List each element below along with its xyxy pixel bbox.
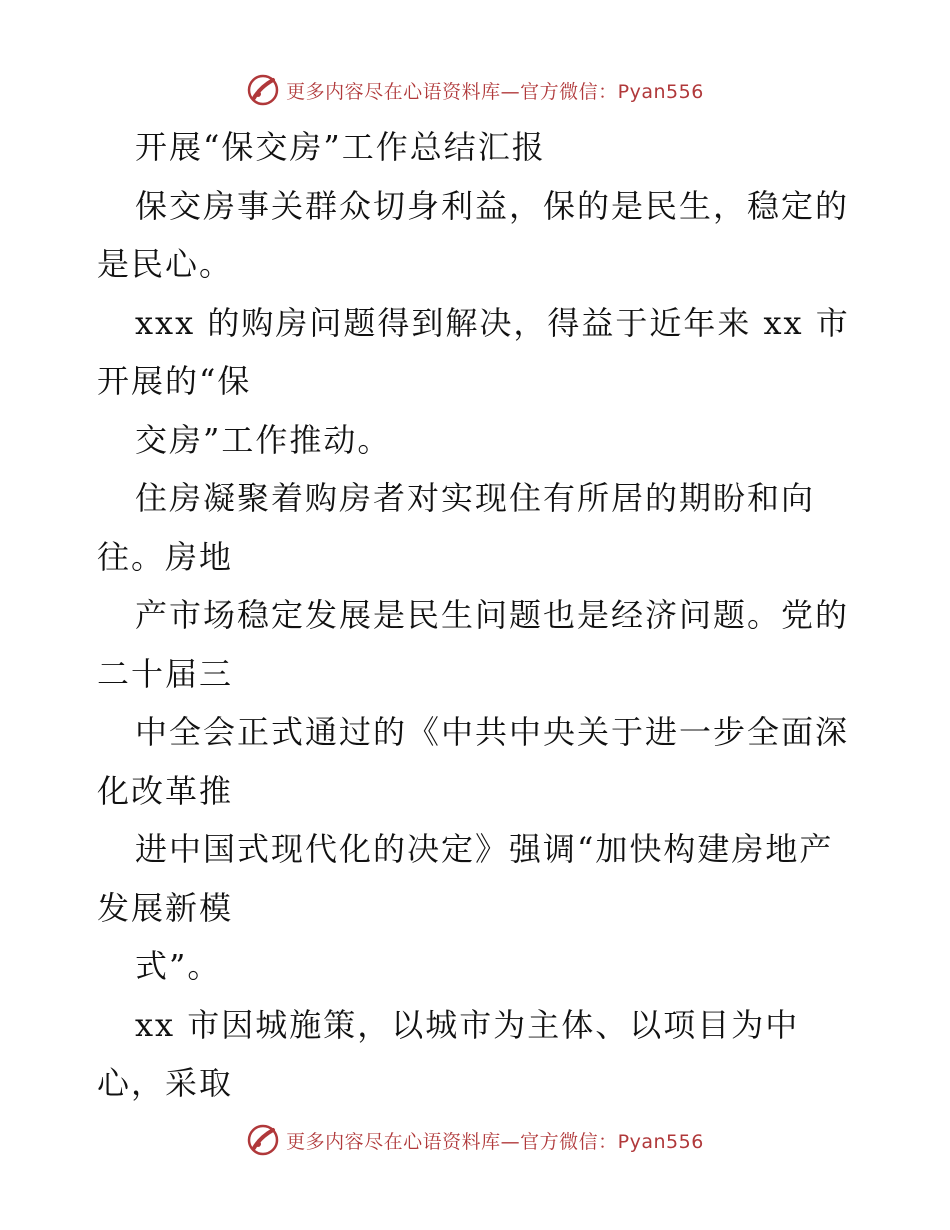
footer-watermark [0,1122,950,1158]
text-line: 产市场稳定发展是民生问题也是经济问题。党的 [135,596,850,634]
document-body [97,118,857,1113]
text-line: 是民心。 [97,245,234,283]
text-line: 住房凝聚着购房者对实现住有所居的期盼和向 [135,479,816,517]
text-line: 式”。 [135,947,222,985]
text-line: 发展新模 [97,888,234,927]
text-line: 开展的“保 [97,362,252,400]
brush-seal-icon [246,1123,280,1157]
text-line: 进中国式现代化的决定》强调“加快构建房地产 [135,830,834,868]
text-line: 交房”工作推动。 [135,420,392,459]
watermark-text: 更多内容尽在心语资料库—官方微信：Pyan556 [286,1130,704,1153]
watermark-text: 更多内容尽在心语资料库—官方微信：Pyan556 [286,80,704,103]
text-line: 保交房事关群众切身利益，保的是民生，稳定的 [135,186,850,225]
text-line: 化改革推 [97,771,234,810]
text-line: 心，采取 [97,1064,234,1102]
document-title: 开展“保交房”工作总结汇报 [135,128,546,166]
brush-seal-icon [246,73,280,107]
header-watermark [0,72,950,108]
text-line: xx 市因城施策，以城市为主体、以项目为中 [135,1005,800,1044]
text-line: 中全会正式通过的《中共中央关于进一步全面深 [135,713,850,751]
text-line: 二十届三 [97,654,234,693]
text-line: xxx 的购房问题得到解决，得益于近年来 xx 市 [135,303,850,342]
text-line: 往。房地 [97,537,234,576]
